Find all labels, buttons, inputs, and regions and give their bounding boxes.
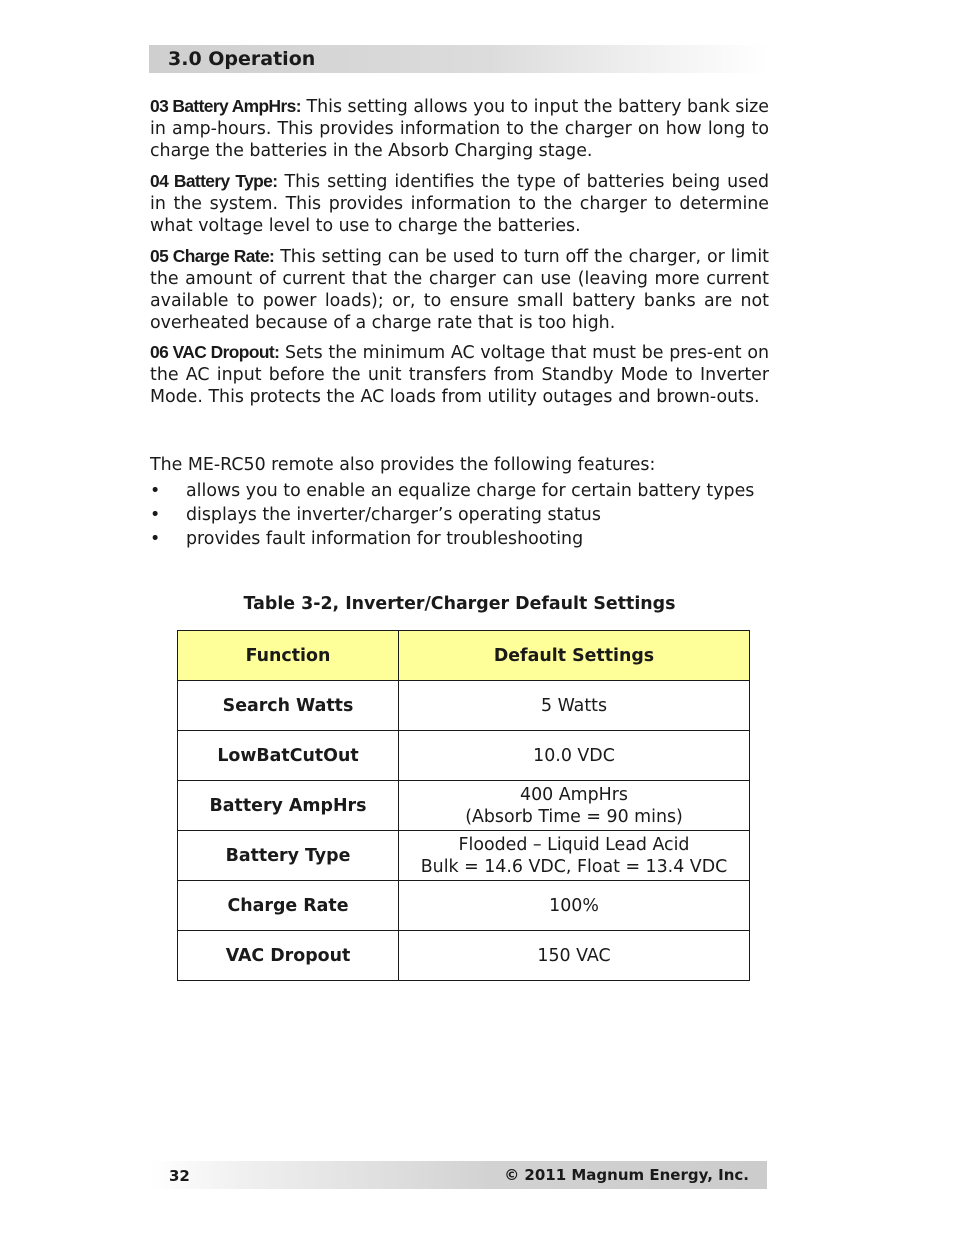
default-settings-table xyxy=(177,630,750,981)
function-cell: Charge Rate xyxy=(178,881,399,931)
column-header-default-settings: Default Settings xyxy=(399,631,750,681)
function-cell: VAC Dropout xyxy=(178,931,399,981)
table-row xyxy=(178,881,750,931)
value-line: (Absorb Time = 90 mins) xyxy=(465,806,683,827)
function-cell: Battery AmpHrs xyxy=(178,781,399,831)
table-row xyxy=(178,681,750,731)
feature-text: allows you to enable an equalize charge for certain battery types xyxy=(186,481,755,501)
value-cell xyxy=(399,881,750,931)
setting-description: Sets the minimum AC voltage that must be pres-ent on the AC input before the unit transfers from Standby Mode to Inverter Mode. This protects the AC loads from utility outages and brown-outs. xyxy=(150,343,770,407)
bullet-icon: • xyxy=(150,505,161,525)
page-footer xyxy=(150,1161,767,1189)
value-line: 5 Watts xyxy=(540,695,608,716)
setting-paragraph-charge-rate xyxy=(150,245,769,334)
list-item xyxy=(150,528,769,550)
table-row xyxy=(178,731,750,781)
bullet-icon: • xyxy=(150,481,161,501)
value-cell xyxy=(399,731,750,781)
copyright-notice: © 2011 Magnum Energy, Inc. xyxy=(504,1166,749,1184)
table-row xyxy=(178,931,750,981)
value-line: Bulk = 14.6 VDC, Float = 13.4 VDC xyxy=(420,856,728,877)
feature-text: displays the inverter/charger’s operating status xyxy=(186,505,601,525)
value-line: 100% xyxy=(549,895,599,916)
setting-term: 05 Charge Rate: xyxy=(150,246,275,266)
setting-paragraph-vac-dropout xyxy=(150,341,769,408)
table-row xyxy=(178,781,750,831)
page-number: 32 xyxy=(169,1167,190,1185)
bullet-icon: • xyxy=(150,529,161,549)
column-header-function: Function xyxy=(178,631,399,681)
function-cell: Search Watts xyxy=(178,681,399,731)
features-intro: The ME-RC50 remote also provides the following features: xyxy=(150,455,656,475)
features-list xyxy=(150,480,769,552)
value-cell xyxy=(399,831,750,881)
value-line: Flooded – Liquid Lead Acid xyxy=(458,834,690,855)
list-item xyxy=(150,504,769,526)
value-cell xyxy=(399,681,750,731)
list-item xyxy=(150,480,769,502)
table-header-row xyxy=(178,631,750,681)
feature-text: provides fault information for troubleshooting xyxy=(186,529,584,549)
section-title: 3.0 Operation xyxy=(168,48,316,70)
setting-paragraph-battery-amphrs xyxy=(150,95,769,162)
setting-description: This setting can be used to turn off the charger, or limit the amount of current that the charger can use (leaving more current available to power loads); or, to ensure small battery banks are not overheated because of a charge rate that is too high. xyxy=(150,247,769,333)
value-line: 400 AmpHrs xyxy=(520,784,628,805)
setting-description: This setting identifies the type of batteries being used in the system. This provides information to the charger to determine what voltage level to use to charge the batteries. xyxy=(150,172,769,236)
value-cell xyxy=(399,781,750,831)
function-cell: Battery Type xyxy=(178,831,399,881)
value-line: 10.0 VDC xyxy=(533,745,615,766)
table-caption: Table 3-2, Inverter/Charger Default Settings xyxy=(243,594,676,614)
value-cell xyxy=(399,931,750,981)
table-row xyxy=(178,831,750,881)
setting-term: 03 Battery AmpHrs: xyxy=(150,96,301,116)
setting-term: 06 VAC Dropout: xyxy=(150,342,280,362)
setting-term: 04 Battery Type: xyxy=(150,171,278,191)
setting-paragraph-battery-type xyxy=(150,170,769,237)
setting-description: This setting allows you to input the battery bank size in amp-hours. This provides information to the charger on how long to charge the batteries in the Absorb Charging stage. xyxy=(150,97,770,161)
value-line: 150 VAC xyxy=(537,945,611,966)
function-cell: LowBatCutOut xyxy=(178,731,399,781)
section-header xyxy=(149,45,769,73)
